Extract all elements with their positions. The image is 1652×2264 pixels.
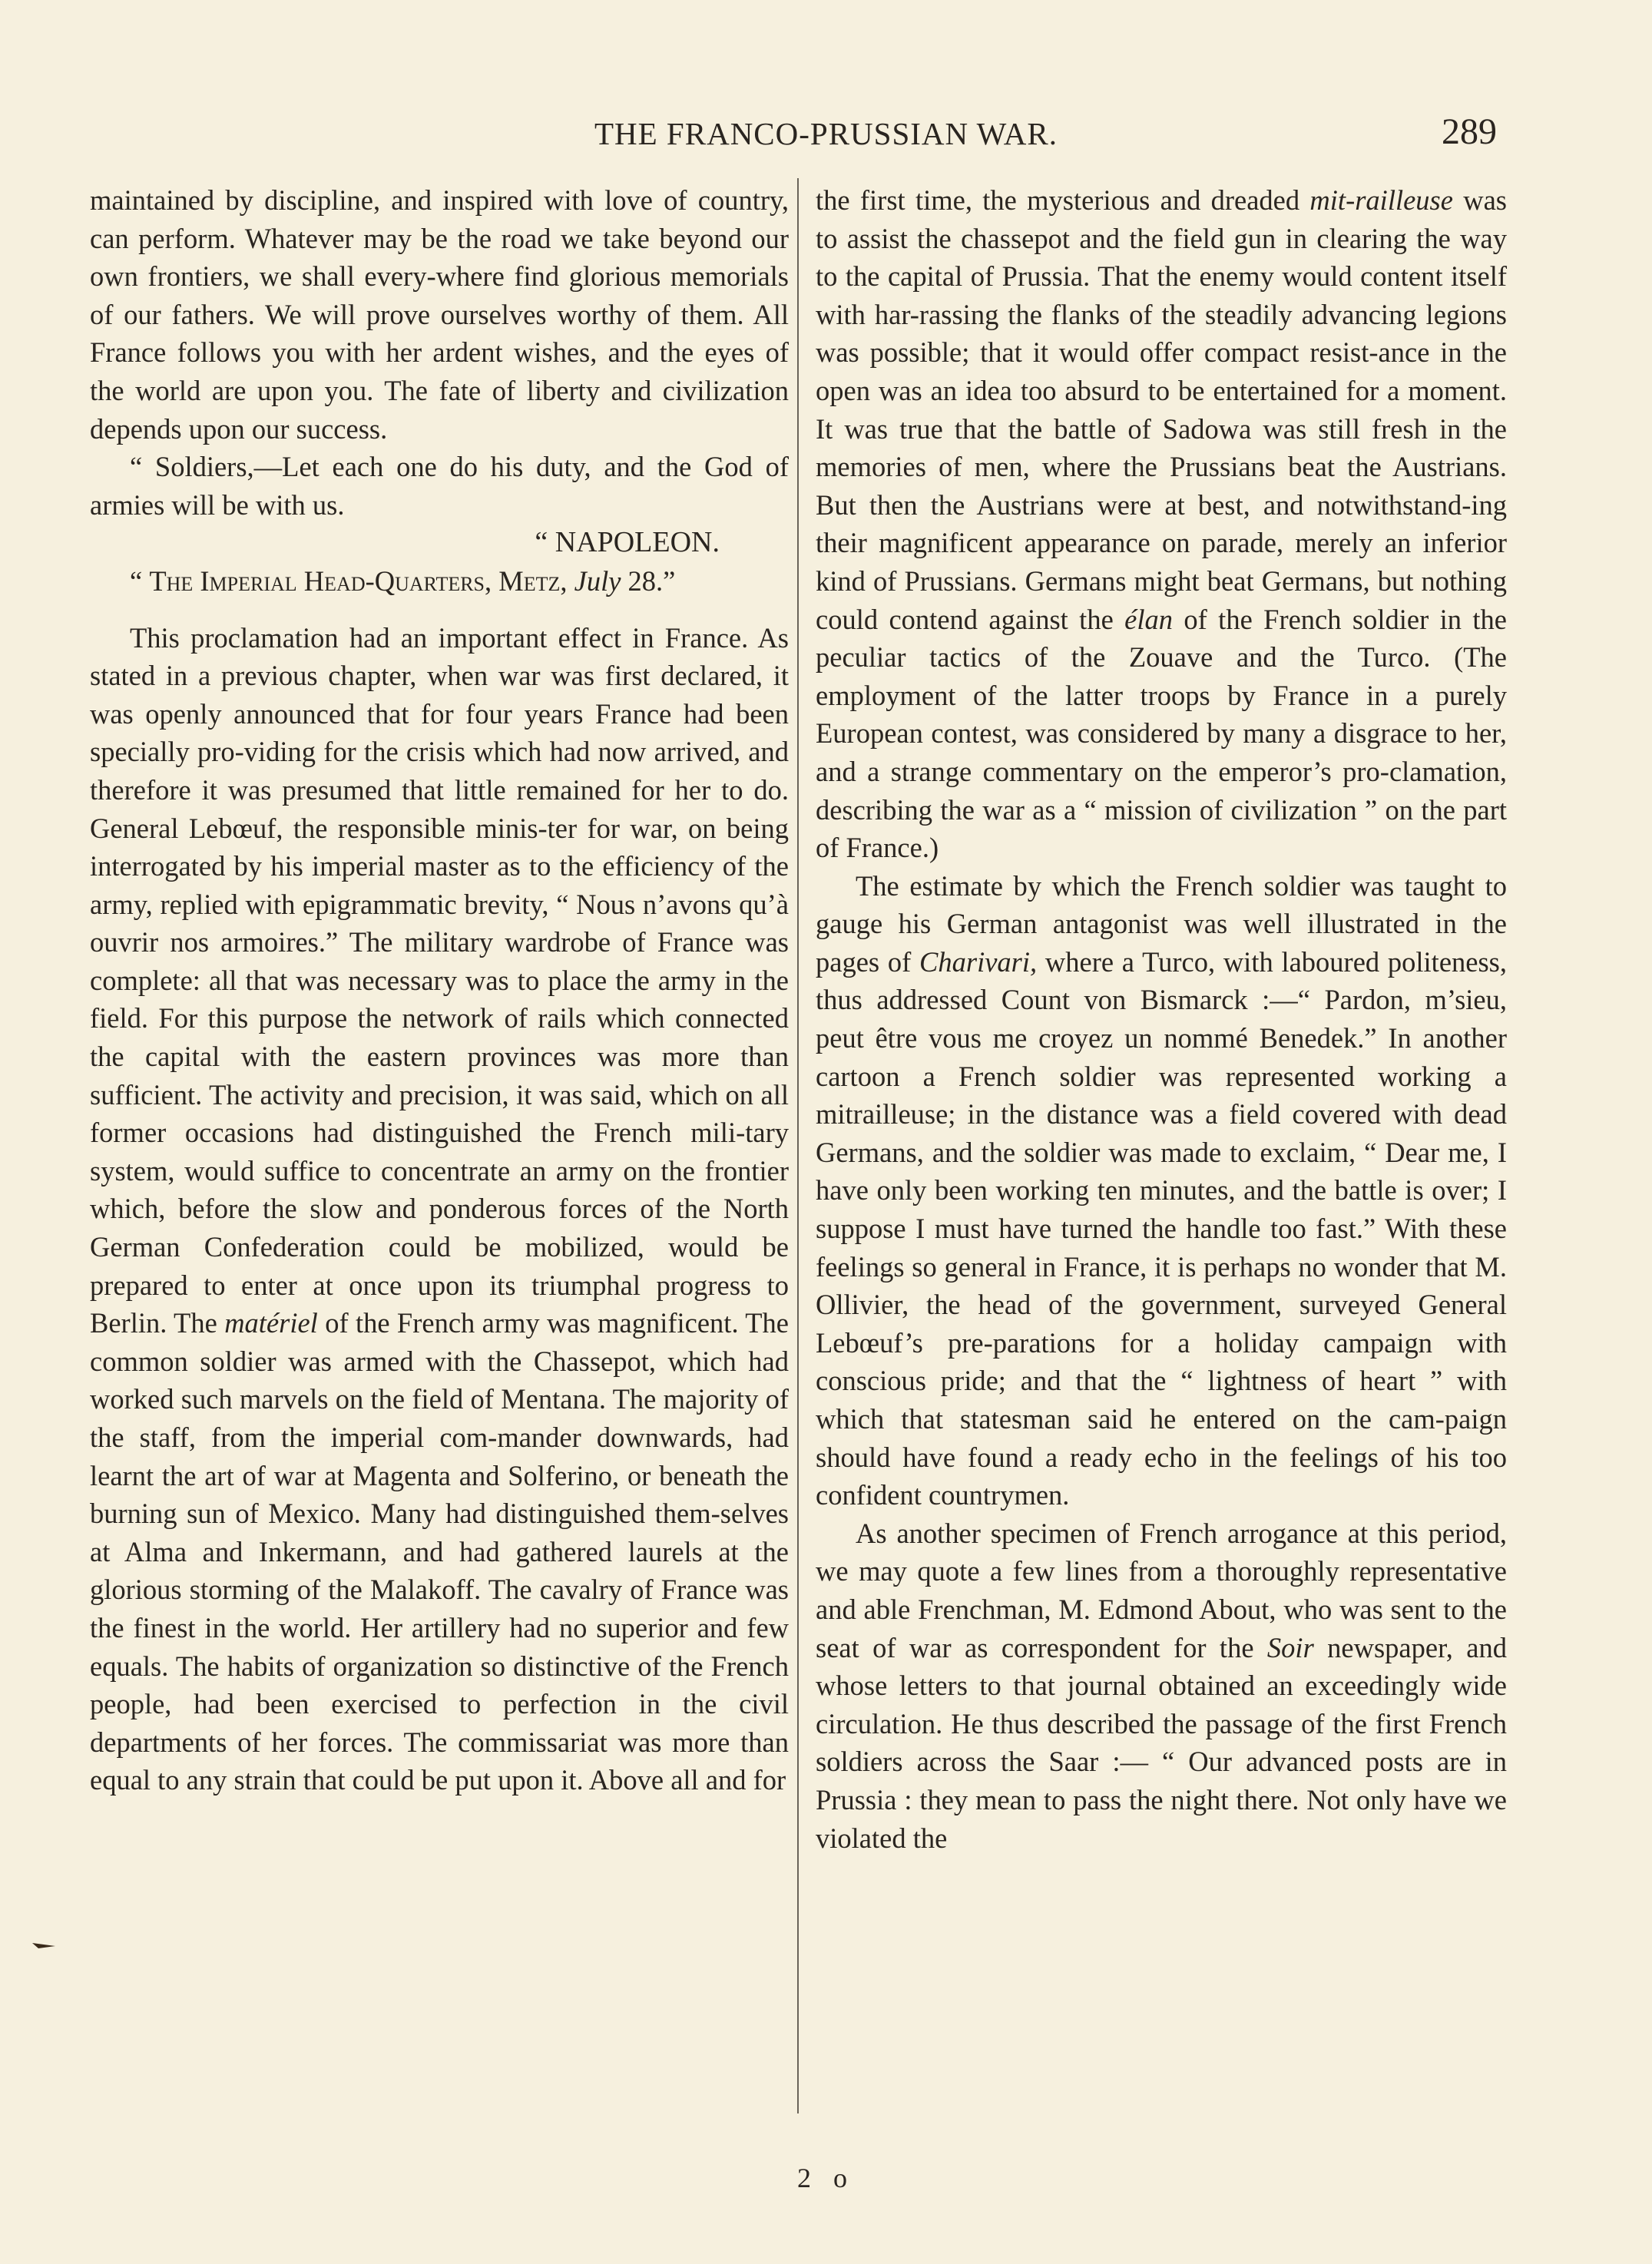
italic-term: élan	[1124, 603, 1173, 635]
paragraph: “ Soldiers,—Let each one do his duty, and the God of armies will be with us.	[90, 451, 789, 521]
page-number: 289	[1442, 111, 1497, 152]
text-run: of the French soldier in the peculiar tactics of the Zouave and the Turco. (The employment of the latter troops by France in a purely European contest, was considered by many a disgrace to her, and a strange commentary on the emperor’s pro-clamation, describing the war as a “ mission of civilization ” on the part of France.)	[816, 603, 1507, 864]
paragraph	[816, 867, 1507, 1514]
running-head	[0, 111, 1652, 161]
paragraph	[816, 181, 1507, 867]
column-rule	[797, 178, 799, 2113]
text-run: was to assist the chassepot and the field gun in clearing the way to the capital of Prussia. That the enemy would content itself with har-rassing the flanks of the steadily advancing legions was possible; that it would offer compact resist-ance in the open was an idea too absurd to be entertained for a moment. It was true that the battle of Sadowa was still fresh in the memories of men, where the Prussians beat the Austrians. But then the Austrians were at best, and notwithstand-ing their magnificent appearance on parade, merely an inferior kind of Prussians. Germans might beat Germans, but nothing could contend against the	[816, 184, 1508, 635]
dateline	[90, 562, 789, 601]
running-title: THE FRANCO-PRUSSIAN WAR.	[594, 116, 1058, 151]
paragraph: maintained by discipline, and inspired with love of country, can perform. Whatever may be the road we take beyond our own frontiers, we shall every-where find glorious memorials of our fathers. We will prove ourselves worthy of them. All France follows you with her ardent wishes, and the eyes of the world are upon you. The fate of liberty and civilization depends upon our success.	[90, 184, 789, 445]
dateline-quote: “	[130, 564, 150, 597]
italic-term: Charivari,	[919, 945, 1038, 978]
dateline-day: 28.”	[627, 564, 676, 597]
text-run: where a Turco, with laboured politeness, thus addressed Count von Bismarck :—“ Pardon, m’sieu, peut être vous me croyez un nommé Benedek.” In another cartoon a French soldier was represented working a mitrailleuse; in the distance was a field covered with dead Germans, and the soldier was made to exclaim, “ Dear me, I have only been working ten minutes, and the battle is over; I suppose I must have turned the handle too fast.” With these feelings so general in France, it is perhaps no wonder that M. Ollivier, the head of the government, surveyed General Lebœuf’s pre-parations for a holiday campaign with conscious pride; and that the “ lightness of heart ” with which that statesman said he entered on the cam-paign should have found a ready echo in the feelings of his too confident countrymen.	[816, 945, 1508, 1511]
signature-mark: 2 o	[797, 2163, 855, 2193]
text-run: As another specimen of French arrogance at this period, we may quote a few lines from a thoroughly representative and able Frenchman, M. Edmond About, who was sent to the seat of war as correspondent for the	[816, 1517, 1507, 1663]
paragraph	[90, 619, 789, 1799]
dateline-month: July	[574, 564, 621, 597]
ink-mark	[31, 1941, 57, 1949]
text-run: This proclamation had an important effect in France. As stated in a previous chapter, when war was first declared, it was openly announced that for four years France had been specially pro-viding for the crisis which had now arrived, and therefore it was presumed that little remained for her to do. General Lebœuf, the responsible minis-ter for war, on being interrogated by his imperial master as to the efficiency of the army, replied with epigrammatic brevity, “ Nous n’avons qu’à ouvrir nos armoires.” The military wardrobe of France was complete: all that was necessary was to place the army in the field. For this purpose the network of rails which connected the capital with the eastern provinces was more than sufficient. The activity and precision, it was said, which on all former occasions had distinguished the French mili-tary system, would suffice to concentrate an army on the frontier which, before the slow and ponderous forces of the North German Confederation could be mobilized, would be prepared to enter at once upon its triumphal progress to Berlin. The	[90, 621, 789, 1339]
signature: “ NAPOLEON.	[535, 526, 720, 559]
left-column	[90, 181, 789, 1799]
dateline-place: The Imperial Head-Quarters, Metz,	[149, 564, 568, 597]
italic-term: mit-railleuse	[1309, 184, 1453, 216]
text-run: the first time, the mysterious and dreaded	[816, 184, 1300, 216]
paragraph	[816, 1514, 1507, 1857]
italic-term: Soir	[1266, 1631, 1314, 1663]
italic-term: matériel	[224, 1307, 318, 1339]
right-column	[816, 181, 1507, 1857]
text-run: The estimate by which the French soldier was taught to gauge his German antagonist was well illustrated in the pages of	[816, 869, 1507, 978]
text-run: newspaper, and whose letters to that journal obtained an exceedingly wide circulation. He thus described the passage of the first French soldiers across the Saar :— “ Our advanced posts are in Prussia : they mean to pass the night there. Not only have we violated the	[816, 1631, 1507, 1854]
text-run: of the French army was magnificent. The common soldier was armed with the Chassepot, which had worked such marvels on the field of Mentana. The majority of the staff, from the imperial com-mander downwards, had learnt the art of war at Magenta and Solferino, or beneath the burning sun of Mexico. Many had distinguished them-selves at Alma and Inkermann, and had gathered laurels at the glorious storming of the Malakoff. The cavalry of France was the finest in the world. Her artillery had no superior and few equals. The habits of organization so distinctive of the French people, had been exercised to perfection in the civil departments of her forces. The commissariat was more than equal to any strain that could be put upon it. Above all and for	[90, 1307, 790, 1796]
